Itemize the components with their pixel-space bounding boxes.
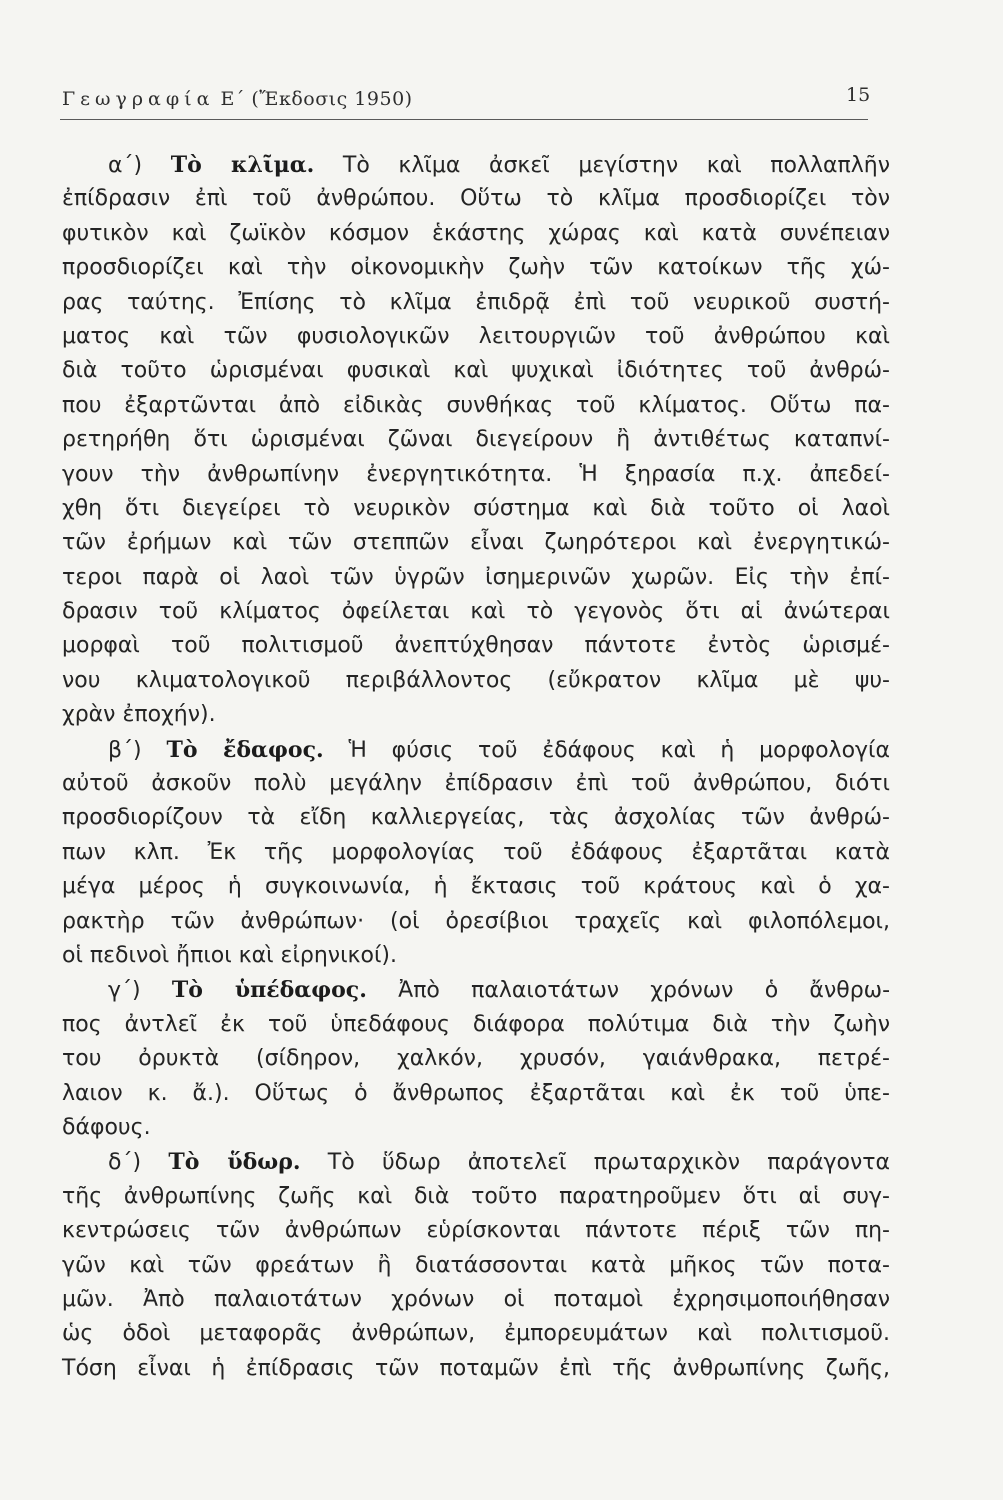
text-line: ρας ταύτης. Ἐπίσης τὸ κλῖμα ἐπιδρᾷ ἐπὶ τοῦ νευρικοῦ συστή- bbox=[62, 289, 890, 315]
text-line: ἐπίδρασιν ἐπὶ τοῦ ἀνθρώπου. Οὕτω τὸ κλῖμα προσδιορίζει τὸν bbox=[62, 186, 890, 212]
section-heading: Τὸ ἔδαφος. bbox=[166, 736, 324, 763]
text-line: μῶν. Ἀπὸ παλαιοτάτων χρόνων οἱ ποταμοὶ ἐχρησιμοποιήθησαν bbox=[62, 1286, 890, 1312]
section-intro-text: Τὸ ὕδωρ ἀποτελεῖ πρωταρχικὸν παράγοντα bbox=[327, 1150, 890, 1176]
text-line: νου κλιματολογικοῦ περιβάλλοντος (εὔκρατον κλῖμα μὲ ψυ- bbox=[62, 667, 890, 693]
paragraph-last-line: χρὰν ἐποχήν). bbox=[62, 702, 216, 728]
text-line: προσδιορίζει καὶ τὴν οἰκονομικὴν ζωὴν τῶν κατοίκων τῆς χώ- bbox=[62, 255, 890, 281]
section-marker: γ΄) bbox=[108, 978, 141, 1004]
text-line: του ὀρυκτὰ (σίδηρον, χαλκόν, χρυσόν, γαιάνθρακα, πετρέ- bbox=[62, 1046, 890, 1072]
text-line: Τόση εἶναι ἡ ἐπίδρασις τῶν ποταμῶν ἐπὶ τῆς ἀνθρωπίνης ζωῆς, bbox=[62, 1355, 890, 1381]
text-line: δρασιν τοῦ κλίματος ὀφείλεται καὶ τὸ γεγονὸς ὅτι αἱ ἀνώτεραι bbox=[62, 599, 890, 625]
text-line: τεροι παρὰ οἱ λαοὶ τῶν ὑγρῶν ἰσημερινῶν χωρῶν. Εἰς τὴν ἐπί- bbox=[62, 564, 890, 590]
section-intro-text: Ἡ φύσις τοῦ ἐδάφους καὶ ἡ μορφολογία bbox=[348, 737, 890, 763]
text-line: γῶν καὶ τῶν φρεάτων ἢ διατάσσονται κατὰ μῆκος τῶν ποτα- bbox=[62, 1252, 890, 1278]
text-line: προσδιορίζουν τὰ εἴδη καλλιεργείας, τὰς ἀσχολίας τῶν ἀνθρώ- bbox=[62, 805, 890, 831]
paragraph-last-line: δάφους. bbox=[62, 1114, 151, 1140]
page-number: 15 bbox=[846, 84, 871, 106]
running-header-title: Γεωγραφία bbox=[62, 88, 215, 110]
text-line: μορφαὶ τοῦ πολιτισμοῦ ἀνεπτύχθησαν πάντοτε ἐντὸς ὡρισμέ- bbox=[62, 633, 890, 659]
section-intro-text: Ἀπὸ παλαιοτάτων χρόνων ὁ ἄνθρω- bbox=[398, 978, 891, 1004]
section-marker: δ΄) bbox=[108, 1150, 142, 1176]
text-line: τῆς ἀνθρωπίνης ζωῆς καὶ διὰ τοῦτο παρατηροῦμεν ὅτι αἱ συγ- bbox=[62, 1183, 890, 1209]
running-header bbox=[62, 88, 413, 110]
text-line: κεντρώσεις τῶν ἀνθρώπων εὑρίσκονται πάντοτε πέριξ τῶν πη- bbox=[62, 1218, 890, 1244]
section-heading: Τὸ ὑπέδαφος. bbox=[171, 977, 367, 1004]
text-line: λαιον κ. ἄ.). Οὕτως ὁ ἄνθρωπος ἐξαρτᾶται καὶ ἐκ τοῦ ὑπε- bbox=[62, 1080, 890, 1106]
text-line: μέγα μέρος ἡ συγκοινωνία, ἡ ἔκτασις τοῦ κράτους καὶ ὁ χα- bbox=[62, 874, 890, 900]
text-line: ὡς ὁδοὶ μεταφορᾶς ἀνθρώπων, ἐμπορευμάτων καὶ πολιτισμοῦ. bbox=[62, 1321, 890, 1347]
section-intro-text: Τὸ κλῖμα ἀσκεῖ μεγίστην καὶ πολλαπλῆν bbox=[342, 153, 890, 178]
text-line: χθη ὅτι διεγείρει τὸ νευρικὸν σύστημα καὶ διὰ τοῦτο οἱ λαοὶ bbox=[62, 495, 890, 521]
text-line: ματος καὶ τῶν φυσιολογικῶν λειτουργιῶν τοῦ ἀνθρώπου καὶ bbox=[62, 323, 890, 349]
text-line: γουν τὴν ἀνθρωπίνην ἐνεργητικότητα. Ἡ ξηρασία π.χ. ἀπεδεί- bbox=[62, 461, 890, 487]
section-heading: Τὸ ὕδωρ. bbox=[168, 1149, 301, 1176]
text-line: φυτικὸν καὶ ζωϊκὸν κόσμον ἑκάστης χώρας καὶ κατὰ συνέπειαν bbox=[62, 220, 890, 246]
running-header-edition: Ε΄ (Ἔκδοσις 1950) bbox=[220, 88, 413, 110]
text-line: ρετηρήθη ὅτι ὡρισμέναι ζῶναι διεγείρουν ἢ ἀντιθέτως καταπνί- bbox=[62, 427, 890, 453]
text-line: πος ἀντλεῖ ἐκ τοῦ ὑπεδάφους διάφορα πολύτιμα διὰ τὴν ζωὴν bbox=[62, 1011, 890, 1037]
text-line: διὰ τοῦτο ὡρισμέναι φυσικαὶ καὶ ψυχικαὶ ἰδιότητες τοῦ ἀνθρώ- bbox=[62, 358, 890, 384]
section-first-line bbox=[62, 973, 890, 1007]
page-body bbox=[62, 148, 890, 1386]
text-line: ρακτὴρ τῶν ἀνθρώπων· (οἱ ὀρεσίβιοι τραχεῖς καὶ φιλοπόλεμοι, bbox=[62, 908, 890, 934]
section-marker: α΄) bbox=[108, 153, 143, 178]
text-line: πων κλπ. Ἐκ τῆς μορφολογίας τοῦ ἐδάφους ἐξαρτᾶται κατὰ bbox=[62, 839, 890, 865]
section-first-line bbox=[62, 1145, 890, 1179]
header-rule bbox=[60, 119, 868, 120]
text-line: τῶν ἐρήμων καὶ τῶν στεππῶν εἶναι ζωηρότεροι καὶ ἐνεργητικώ- bbox=[62, 530, 890, 556]
section-first-line bbox=[62, 148, 890, 182]
paragraph-last-line: οἱ πεδινοὶ ἤπιοι καὶ εἰρηνικοί). bbox=[62, 942, 397, 968]
section-marker: β΄) bbox=[108, 737, 142, 763]
section-first-line bbox=[62, 733, 890, 767]
text-line: αὐτοῦ ἀσκοῦν πολὺ μεγάλην ἐπίδρασιν ἐπὶ τοῦ ἀνθρώπου, διότι bbox=[62, 771, 890, 797]
text-line: που ἐξαρτῶνται ἀπὸ εἰδικὰς συνθήκας τοῦ κλίματος. Οὕτω πα- bbox=[62, 392, 890, 418]
section-heading: Τὸ κλῖμα. bbox=[170, 152, 315, 178]
